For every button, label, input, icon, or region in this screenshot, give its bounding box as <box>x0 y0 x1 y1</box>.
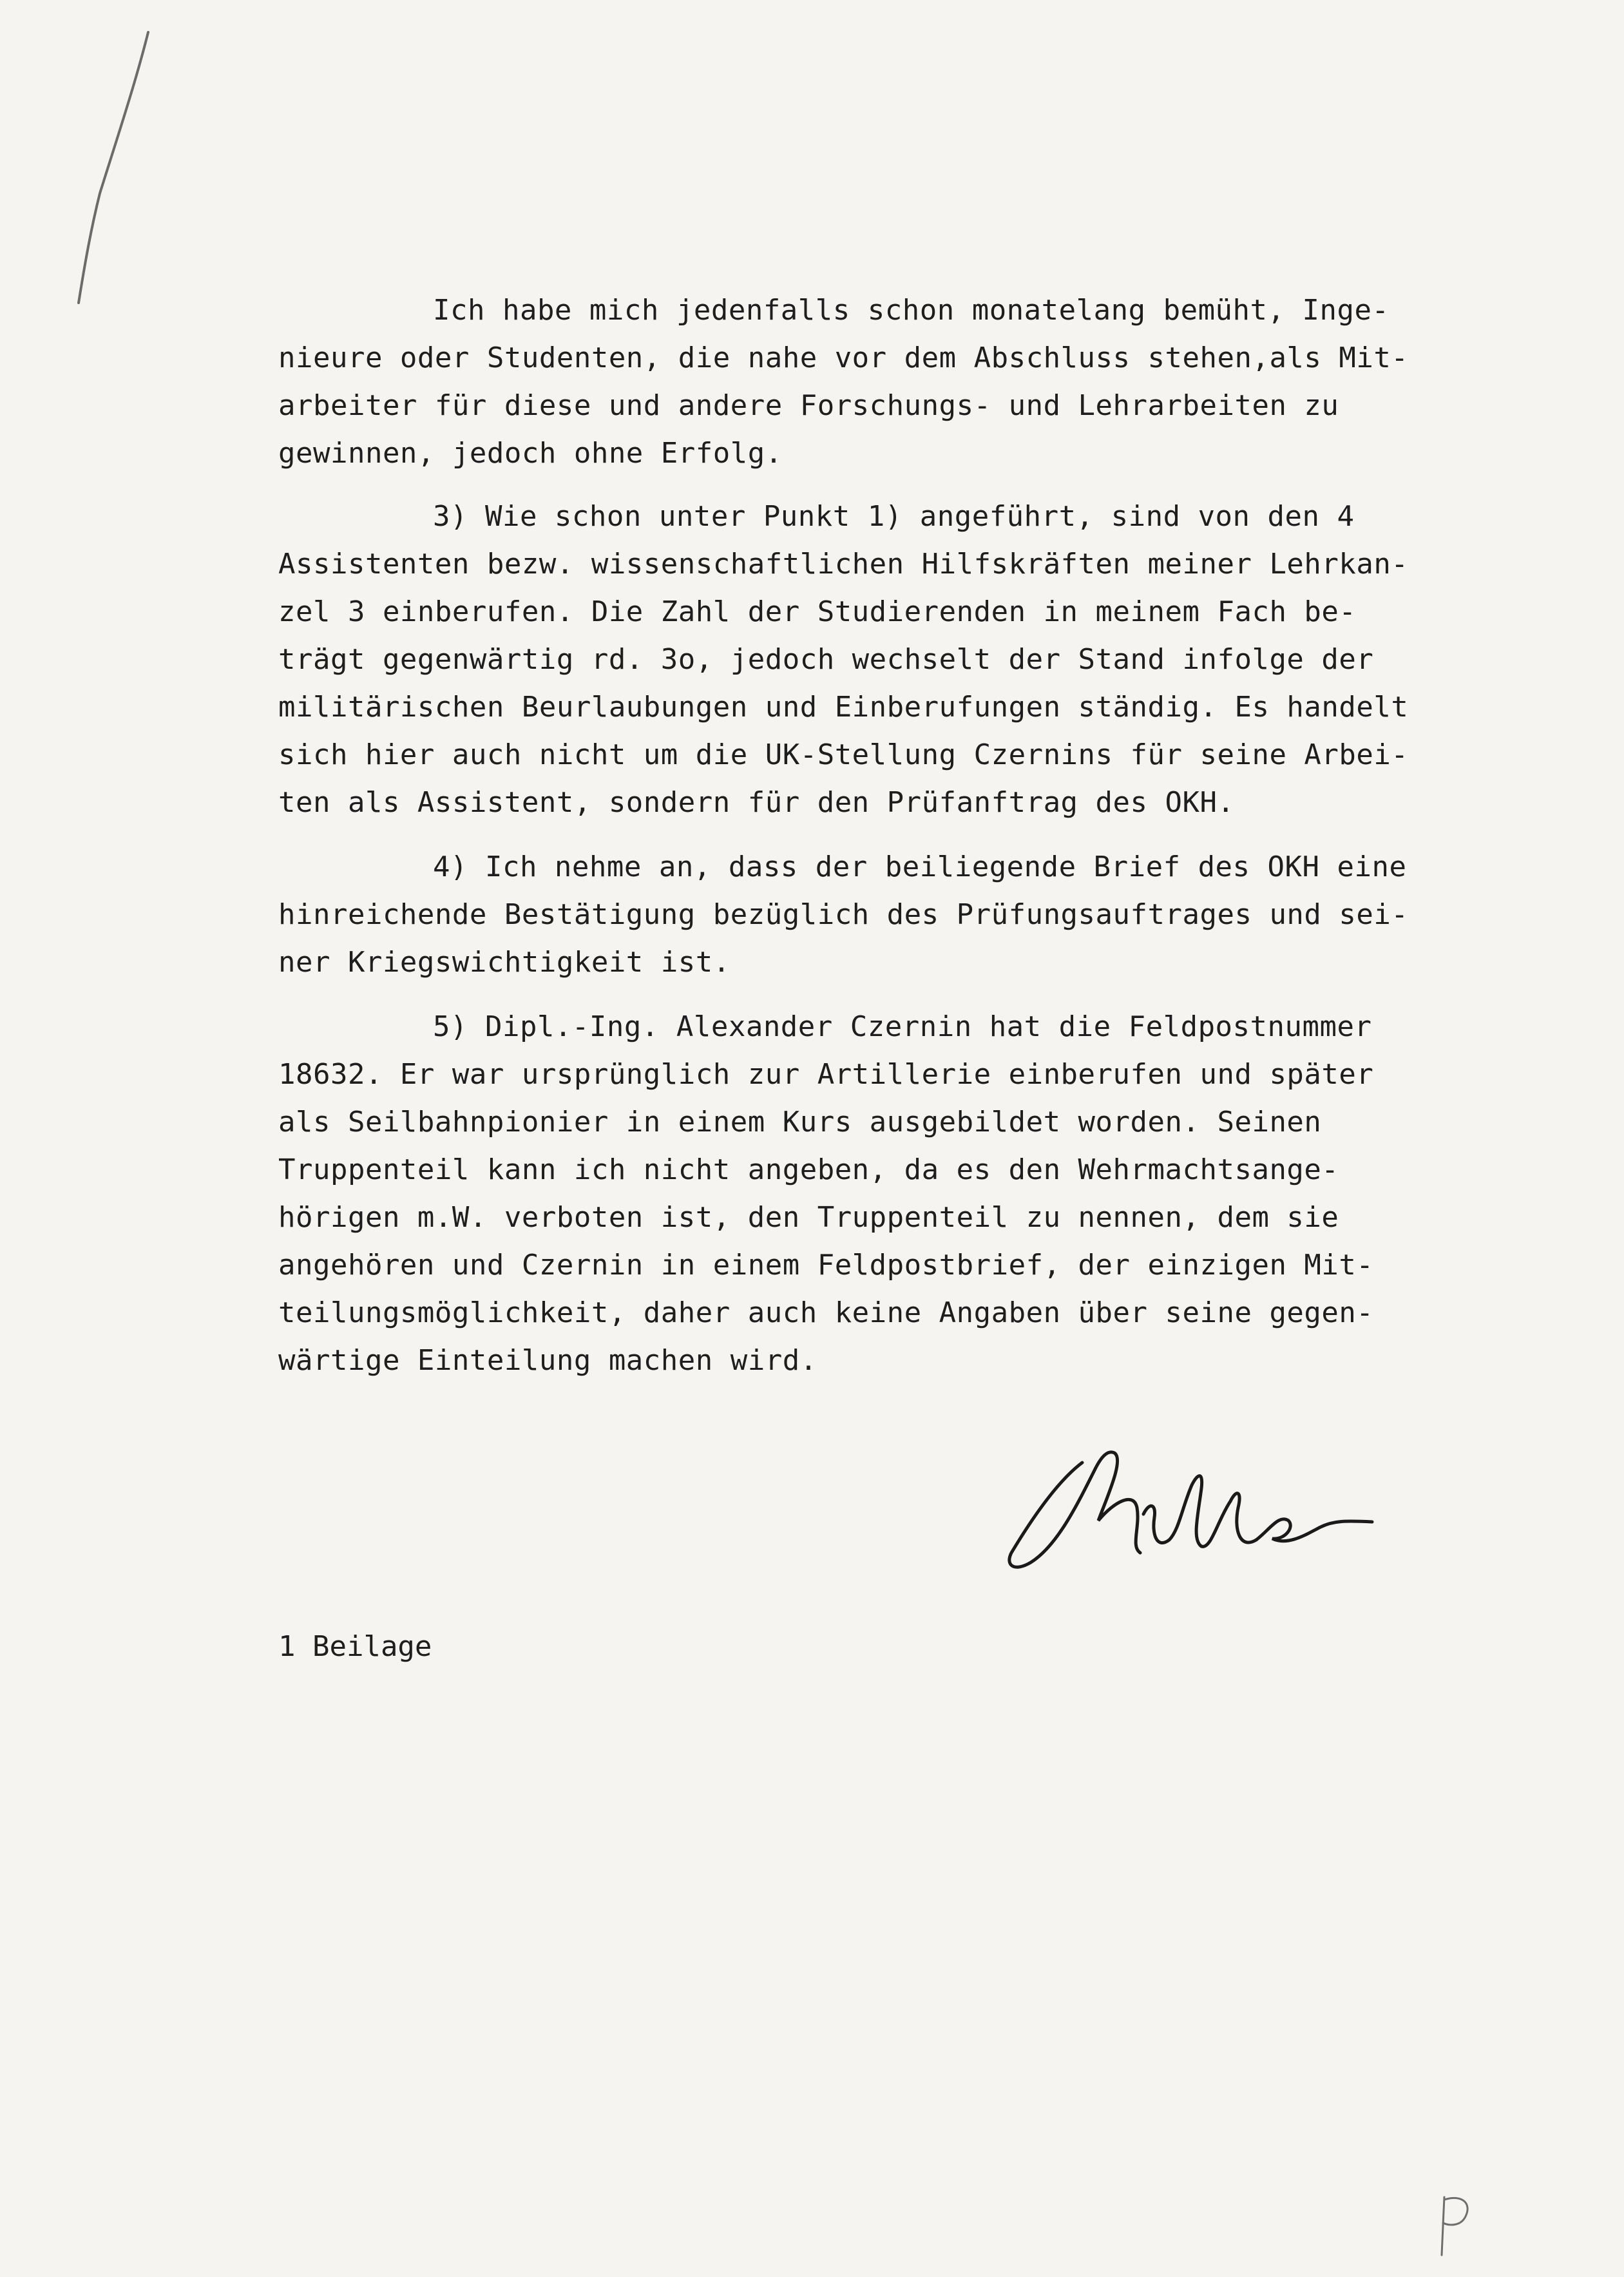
body-line: trägt gegenwärtig rd. 3o, jedoch wechselt der Stand infolge der <box>278 643 1374 676</box>
body-line: 5) Dipl.-Ing. Alexander Czernin hat die Feldpostnummer <box>433 1010 1372 1043</box>
body-line: teilungsmöglichkeit, daher auch keine Angaben über seine gegen- <box>278 1296 1374 1329</box>
body-line: als Seilbahnpionier in einem Kurs ausgebildet worden. Seinen <box>278 1106 1322 1138</box>
body-line: zel 3 einberufen. Die Zahl der Studierenden in meinem Fach be- <box>278 595 1357 628</box>
body-line: hörigen m.W. verboten ist, den Truppenteil zu nennen, dem sie <box>278 1201 1339 1234</box>
body-line: 18632. Er war ursprünglich zur Artillerie einberufen und später <box>278 1058 1374 1091</box>
body-line: ten als Assistent, sondern für den Prüfanftrag des OKH. <box>278 786 1235 819</box>
body-line: arbeiter für diese und andere Forschungs- und Lehrarbeiten zu <box>278 389 1339 422</box>
body-line: wärtige Einteilung machen wird. <box>278 1344 817 1377</box>
body-line: sich hier auch nicht um die UK-Stellung Czernins für seine Arbei- <box>278 738 1409 771</box>
body-line: Assistenten bezw. wissenschaftlichen Hilfskräften meiner Lehrkan- <box>278 548 1409 581</box>
body-line: angehören und Czernin in einem Feldpostbrief, der einzigen Mit- <box>278 1249 1374 1282</box>
pencil-page-mark <box>1430 2191 1482 2262</box>
body-line: nieure oder Studenten, die nahe vor dem Abschluss stehen,als Mit- <box>278 341 1409 374</box>
body-line: Truppenteil kann ich nicht angeben, da es den Wehrmachtsange- <box>278 1153 1339 1186</box>
body-line: 4) Ich nehme an, dass der beiliegende Brief des OKH eine <box>433 850 1407 883</box>
body-line: ner Kriegswichtigkeit ist. <box>278 946 731 979</box>
body-line: Ich habe mich jedenfalls schon monatelang bemüht, Inge- <box>433 294 1390 327</box>
pencil-stroke-mark <box>39 26 167 309</box>
body-line: 3) Wie schon unter Punkt 1) angeführt, sind von den 4 <box>433 500 1355 533</box>
body-line: hinreichende Bestätigung bezüglich des Prüfungsauftrages und sei- <box>278 898 1409 931</box>
handwritten-signature <box>986 1424 1398 1591</box>
enclosure-note: 1 Beilage <box>278 1630 432 1663</box>
body-line: militärischen Beurlaubungen und Einberufungen ständig. Es handelt <box>278 691 1409 724</box>
body-line: gewinnen, jedoch ohne Erfolg. <box>278 437 783 470</box>
